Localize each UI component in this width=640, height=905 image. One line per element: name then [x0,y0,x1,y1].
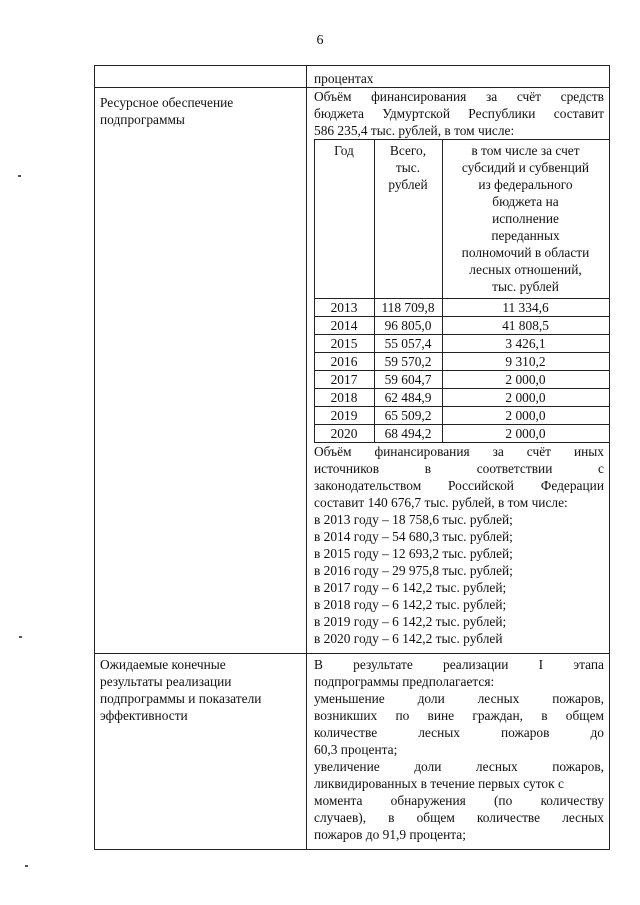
cell-year: 2015 [330,336,358,351]
table-row [314,316,609,334]
cell-total: 68 494,2 [384,426,432,441]
cell-federal: 2 000,0 [505,372,546,387]
other-line: источников в соответствии с [314,461,604,476]
intro-line: Объём финансирования за счёт средств [314,89,604,104]
cell-federal: 2 000,0 [505,390,546,405]
results-line: количестве лесных пожаров до [314,725,604,740]
header-federal-line: полномочий в области [461,245,590,260]
results-line: подпрограммы предполагается: [314,674,495,689]
table-row [314,388,609,406]
intro-line: бюджета Удмуртской Республики составит [314,106,604,121]
results-line: В результате реализации I этапа [314,657,604,672]
other-line: в 2017 году – 6 142,2 тыс. рублей; [314,580,507,595]
table-bottom-border [94,849,610,850]
other-line: в 2013 году – 18 758,6 тыс. рублей; [314,512,513,527]
cell-federal: 2 000,0 [505,426,546,441]
table-row [314,334,609,352]
table-column-divider [306,65,307,850]
header-year: Год [334,143,354,158]
other-line: Объём финансирования за счёт иных [314,444,604,459]
results-label-line: эффективности [100,708,188,723]
results-line: момента обнаружения (по количеству [314,793,604,808]
header-federal-line: из федерального [478,177,573,192]
results-line: 60,3 процента; [314,742,398,757]
other-line: в 2015 году – 12 693,2 тыс. рублей; [314,546,513,561]
cell-federal: 11 334,6 [502,300,549,315]
table-left-border [94,65,95,850]
results-label-line: результаты реализации [100,674,232,689]
results-line: случаев), в общем количестве лесных [314,810,604,825]
other-line: составит 140 676,7 тыс. рублей, в том числе: [314,495,568,510]
header-total-line: тыс. [395,160,421,175]
cell-total: 96 805,0 [384,318,432,333]
other-line: в 2016 году – 29 975,8 тыс. рублей; [314,563,513,578]
table-row [314,370,609,388]
table-top-border [94,65,610,66]
results-label-line: подпрограммы и показатели [100,691,262,706]
cell-total: 59 604,7 [384,372,432,387]
cell-year: 2019 [330,408,358,423]
results-line: уменьшение доли лесных пожаров, [314,691,604,706]
header-federal-line: субсидий и субвенций [461,160,590,175]
cell-year: 2020 [330,426,358,441]
cell-total: 59 570,2 [384,354,432,369]
cell-year: 2016 [330,354,358,369]
other-line: в 2019 году – 6 142,2 тыс. рублей; [314,614,507,629]
other-line: законодательством Российской Федерации [314,478,604,493]
resource-label: Ресурсное обеспечение подпрограммы [100,95,234,127]
other-line: в 2018 году – 6 142,2 тыс. рублей; [314,597,507,612]
cell-total: 62 484,9 [384,390,432,405]
cell-year: 2014 [330,318,358,333]
continuation-text: процентах [314,71,374,86]
header-federal-line: исполнение [492,211,559,226]
header-federal-line: переданных [491,228,560,243]
cell-federal: 3 426,1 [505,336,546,351]
funding-table-top [314,139,609,140]
results-label-line: Ожидаемые конечные [100,657,226,672]
header-federal-line: лесных отношений, [469,262,582,277]
cell-year: 2013 [330,300,358,315]
table-row [314,424,609,442]
results-line: пожаров до 91,9 процента; [314,827,466,842]
cell-federal: 9 310,2 [505,354,546,369]
cell-total: 65 509,2 [384,408,432,423]
other-line: в 2020 году – 6 142,2 тыс. рублей [314,631,503,646]
table-row-divider [94,653,610,654]
header-federal-line: в том числе за счет [471,143,580,158]
results-line: увеличение доли лесных пожаров, [314,759,604,774]
intro-line: 586 235,4 тыс. рублей, в том числе: [314,123,515,138]
scan-speck [19,636,22,638]
cell-federal: 2 000,0 [505,408,546,423]
header-federal-line: тыс. рублей [492,279,559,294]
results-line: возникших по вине граждан, в общем [314,708,604,723]
other-line: в 2014 году – 54 680,3 тыс. рублей; [314,529,513,544]
table-row [314,298,609,316]
cell-total: 55 057,4 [384,336,432,351]
table-row [314,406,609,424]
header-total-line: Всего, [389,143,427,158]
cell-year: 2017 [330,372,358,387]
header-total-line: рублей [388,177,428,192]
table-right-border [609,65,610,850]
scan-speck [18,175,21,177]
cell-year: 2018 [330,390,358,405]
results-line: ликвидированных в течение первых суток с [314,776,564,791]
page-number: 6 [316,33,324,48]
scan-speck [25,865,28,867]
cell-federal: 41 808,5 [502,318,549,333]
header-federal-line: бюджета на [492,194,559,209]
table-row [314,352,609,370]
cell-total: 118 709,8 [381,300,435,315]
